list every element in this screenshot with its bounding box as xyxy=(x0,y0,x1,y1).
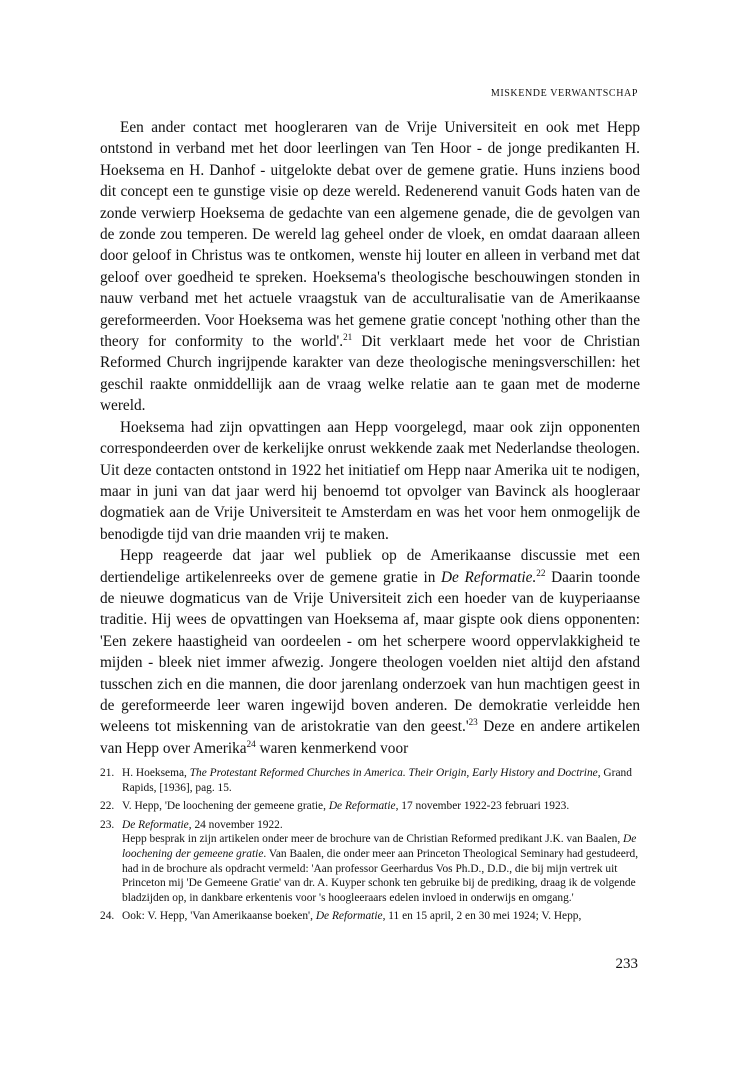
footnote-number: 23. xyxy=(100,818,115,831)
paragraph-1: Een ander contact met hoogleraren van de Vrije Universiteit en ook met Hepp ontstond in verband met het door leerlingen van Ten Hoor - de jonge predikanten H. Hoeksema en H. Danhof - uitgelokte debat over de gemene gratie. Huns inziens bood dit concept een te gunstige visie op deze wereld. Redenerend vanuit Gods haten van de zonde verwierp Hoeksema de gedachte van een algemene genade, die de gevolgen van de zonde zou temperen. De wereld lag geheel onder de vloek, en omdat daaraan alleen door geloof in Christus was te ontkomen, wenste hij louter en alleen in verband met dat geloof over goedheid te spreken. Hoeksema's theologische beschouwingen stonden in nauw verband met het actuele vraagstuk van de acculturalisatie van de Amerikaanse gereformeerden. Voor Hoeksema was het gemene gratie concept 'nothing other than the theory for conformity to the world'.$^{21}$ Dit verklaart mede het voor de Christian Reformed Church ingrijpende karakter van deze theologische meningsverschillen: het geschil raakte onmiddellijk aan de vraag welke relatie aan te gaan met de moderne wereld. xyxy=(100,119,640,415)
footnote-22: 22. V. Hepp, 'De loochening der gemeene gratie, De Reformatie, 17 november 1922-23 februari 1923. xyxy=(100,800,570,813)
footnote-23: 23. De Reformatie, 24 november 1922. Hepp besprak in zijn artikelen onder meer de brochure van de Christian Reformed predikant J.K. van Baalen, De loochening der gemeene gratie. Van Baalen, die onder meer aan Princeton Theological Seminary had gestudeerd, had in de brochure als opdracht vermeld: 'Aan professor Geerhardus Vos Ph.D., D.D., die bij mijn vertrek uit Princeton mij 'De Gemeene Gratie' van dr. A. Kuyper schonk ten gebruike bij de prediking, draag ik de volgende bladzijden op, in dankbare erkentenis voor 's hoogleeraars edelen invloed in onderwijs en omgang.' xyxy=(100,818,639,904)
footnote-ref-23: 23 xyxy=(468,717,478,728)
footnote-21: 21. H. Hoeksema, The Protestant Reformed Churches in America. Their Origin, Early History and Doctrine, Grand Rapids, [1936], pag. 15. xyxy=(100,767,632,794)
footnote-ref-24: 24 xyxy=(246,738,256,749)
footnote-ref-21: 21 xyxy=(343,331,353,342)
footnote-number: 21. xyxy=(100,767,115,779)
footnote-number: 24. xyxy=(100,910,115,923)
footnote-24: 24. Ook: V. Hepp, 'Van Amerikaanse boeken', De Reformatie, 11 en 15 april, 2 en 30 mei 1924; V. Hepp, xyxy=(100,910,582,923)
paragraph-3: Hepp reageerde dat jaar wel publiek op de Amerikaanse discussie met een dertiendelige artikelenreeks over de gemene gratie in De Reformatie.$^{22}$ Daarin toonde de nieuwe dogmaticus van de Vrije Universiteit zich een hoeder van de kuyperiaanse traditie. Hij wees de opvattingen van Hoeksema af, maar gispte ook diens opponenten: 'Een zekere haastigheid van oordeelen - om het scherpere woord oppervlakkigheid te mijden - bleek niet immer afwezig. Jongere theologen voelden niet altijd den afstand tusschen zich en die mannen, die door jarenlang onderzoek van hun machtigen geest in de gereformeerde leer waren ingewijd boven anderen. De demokratie verleidde hen weleens tot miskenning van de aristokratie van den $geest.'^{23}$ Deze en andere artikelen van Hepp over Amerika$^{24}$ waren kenmerkend voor xyxy=(100,547,641,757)
footnote-number: 22. xyxy=(100,800,115,813)
footnotes xyxy=(100,766,640,928)
journal-title: De Reformatie. xyxy=(441,568,537,586)
page-number: 233 xyxy=(615,956,638,972)
running-head: MISKENDE VERWANTSCHAP xyxy=(490,88,638,99)
paragraph-2: Hoeksema had zijn opvattingen aan Hepp voorgelegd, maar ook zijn opponenten correspondeerden over de kerkelijke onrust wekkende zaak met Nederlandse theologen. Uit deze contacten ontstond in 1922 het initiatief om Hepp naar Amerika uit te nodigen, maar in juni van dat jaar werd hij benoemd tot opvolger van Bavinck als hoogleraar dogmatiek aan de Vrije Universiteit te Amsterdam en was het voor hem onmogelijk de benodigde tijd van drie maanden vrij te maken. xyxy=(100,418,640,543)
footnote-ref-22: 22 xyxy=(536,567,546,578)
body-text xyxy=(100,117,640,759)
